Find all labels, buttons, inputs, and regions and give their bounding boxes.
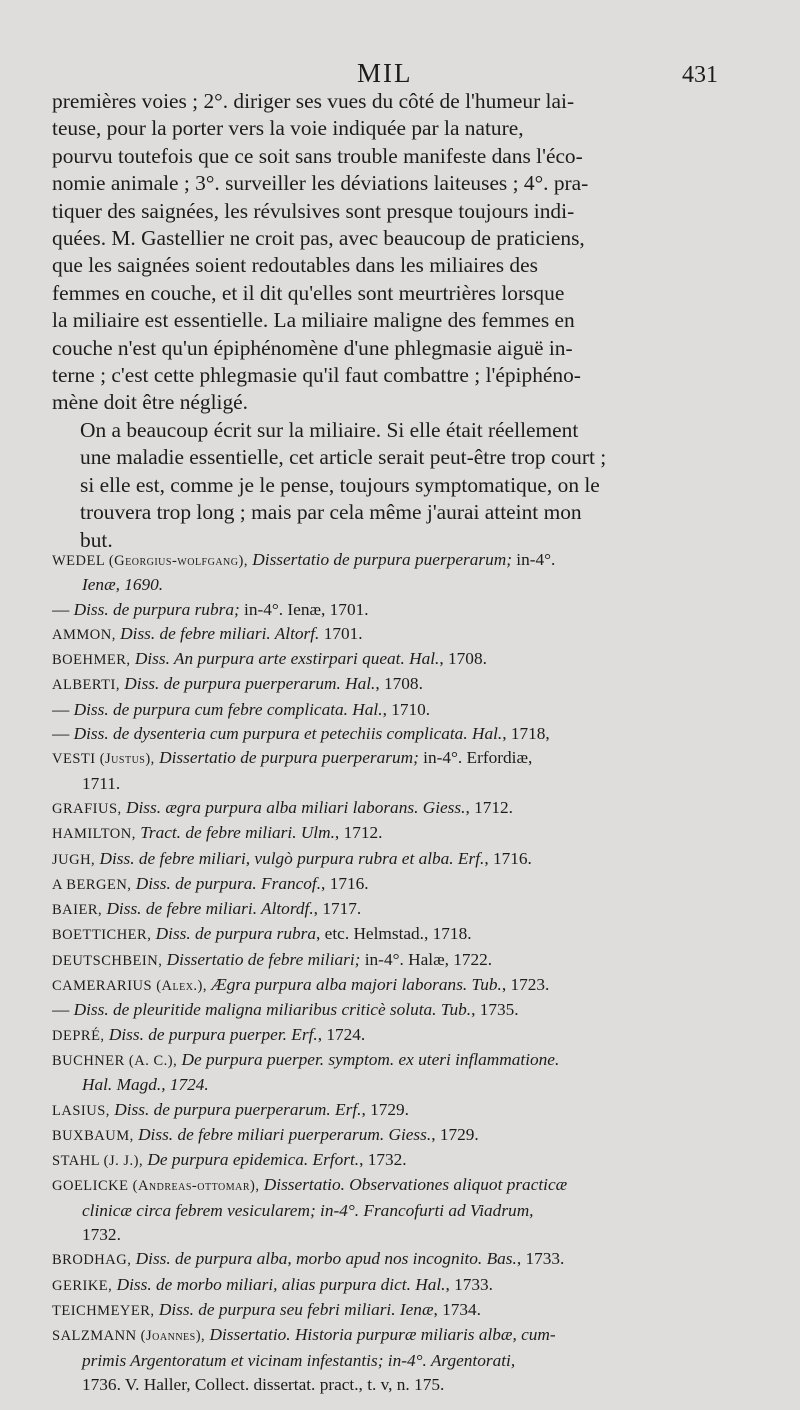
bib-author: BUCHNER (A. C.), [52,1052,178,1069]
bib-author: BUXBAUM, [52,1127,134,1144]
bib-title: Dissertatio de purpura puerperarum; [252,550,512,569]
text-line: trouvera trop long ; mais par cela même j'aurai atteint mon [80,500,582,525]
bib-title: Diss. de pleuritide maligna miliaribus criticè soluta. Tub. [73,1000,472,1020]
bib-entry [52,1273,732,1298]
text-line: une maladie essentielle, cet article serait peut-être trop court ; [80,445,607,470]
bib-title: Diss. de purpura seu febri miliari. Ienæ [158,1299,434,1319]
bib-title: Diss. de purpura puerper. Erf. [108,1024,318,1044]
text-line: but. [80,527,113,552]
bib-imprint: , 1732. [359,1150,407,1170]
bib-imprint: , 1712. [465,797,513,817]
bib-title: Diss. de febre miliari puerperarum. Giess. [138,1124,432,1144]
bib-title: Diss. de febre miliari. Altorf. [120,623,320,643]
bib-entry [52,1323,732,1348]
bib-author: GERIKE, [52,1277,113,1294]
bib-author: DEUTSCHBEIN, [52,952,163,969]
bib-imprint: , 1729. [361,1099,409,1119]
bib-title: Dissertatio de purpura puerperarum; [159,748,419,768]
bib-imprint: , 1716. [484,848,532,868]
bib-title: Diss. de dysenteria cum purpura et petechiis complicata. Hal. [73,724,503,744]
bib-author: — [52,699,70,719]
text-line: On a beaucoup écrit sur la miliaire. Si elle était réellement [80,417,579,442]
bib-author: — [52,599,70,619]
bib-author: A BERGEN, [52,876,132,893]
bib-imprint: in-4°. [511,550,556,569]
text-line: terne ; c'est cette phlegmasie qu'il faut combattre ; l'épiphéno- [52,363,581,388]
bib-author: CAMERARIUS (Alex.), [52,978,208,995]
bib-title: Diss. de purpura. Francof. [135,873,322,893]
bib-entry [52,548,732,573]
text-line: teuse, pour la porter vers la voie indiquée par la nature, [52,116,524,141]
bib-imprint: in-4°. Ienæ, 1701. [239,599,369,619]
bib-imprint: , 1734. [433,1299,481,1319]
main-text [52,88,728,554]
bib-imprint: , 1733. [516,1249,565,1269]
bib-entry [52,1247,732,1272]
bib-title: Dissertatio. Observationes aliquot practicæ [263,1175,568,1195]
text-line: la miliaire est essentielle. La miliaire maligne des femmes en [52,308,575,333]
bib-imprint: , 1710. [382,699,431,719]
bib-author: ALBERTI, [52,677,120,694]
bib-continuation: clinicæ circa febrem vesicularem; in-4°. Francofurti ad Viadrum, [82,1200,534,1220]
bib-title: Diss. de purpura puerperarum. Hal. [124,674,376,694]
bib-author: STAHL (J. J.), [52,1153,144,1170]
bib-author: BRODHAG, [52,1252,132,1269]
bib-entry [52,998,732,1022]
bib-entry [52,672,732,697]
bib-imprint: , 1723. [501,975,550,995]
bib-continuation: 1732. [82,1225,121,1245]
bib-entry [52,647,732,672]
bib-author: BAIER, [52,902,103,919]
bib-continuation: Ienæ, 1690. [82,575,164,595]
bib-continuation: 1736. V. Haller, Collect. dissertat. pract., t. v, n. 175. [82,1374,445,1394]
bib-title: Diss. de purpura rubra; [73,599,240,619]
bib-title: Dissertatio. Historia purpuræ miliaris albæ, cum- [209,1325,556,1345]
bib-author: SALZMANN (Joannes), [52,1328,206,1345]
bib-entry [52,1048,732,1073]
bib-title: Ægra purpura alba majori laborans. Tub. [211,975,502,995]
bib-entry [52,897,732,922]
bib-title: Diss. de purpura alba, morbo apud nos incognito. Bas. [135,1249,517,1269]
bib-entry [52,872,732,897]
running-title: MIL [357,58,413,88]
bibliography [52,548,732,1397]
bib-entry [52,722,732,746]
bib-imprint: , 1729. [431,1124,479,1144]
bib-entry [52,796,732,821]
bib-imprint: , 1716. [321,873,369,893]
bib-entry [52,948,732,973]
text-line: pourvu toutefois que ce soit sans trouble manifeste dans l'éco- [52,143,583,168]
text-line: si elle est, comme je le pense, toujours symptomatique, on le [80,472,600,497]
bib-title: Diss. de purpura rubra [155,924,317,944]
bib-title: Tract. de febre miliari. Ulm. [140,823,335,843]
bib-author: LASIUS, [52,1102,110,1119]
bib-entry [52,622,732,647]
bib-entry [52,847,732,872]
bib-title: De purpura epidemica. Erfort. [147,1150,360,1170]
text-line: tiquer des saignées, les révulsives sont presque toujours indi- [52,198,575,223]
bib-author: DEPRÉ, [52,1027,105,1044]
bib-entry [52,821,732,846]
paragraph-2 [52,417,728,554]
bib-title: Diss. ægra purpura alba miliari laborans. Giess. [126,797,466,817]
bib-imprint: in-4°. Halæ, 1722. [360,949,493,969]
bib-author: JUGH, [52,851,96,868]
bib-entry [52,1023,732,1048]
bib-imprint: 1701. [319,623,363,643]
bib-author: WEDEL (Georgius-wolfgang), [52,553,248,569]
bib-title: Diss. de febre miliari, vulgò purpura rubra et alba. Erf. [99,848,485,868]
bib-imprint: , 1708. [375,674,423,694]
bib-author: VESTI (Justus), [52,751,155,768]
bib-imprint: , 1724. [317,1024,366,1044]
bib-imprint: , 1733. [445,1274,493,1294]
bib-entry [52,598,732,622]
running-header [0,52,800,92]
text-line: couche n'est qu'un épiphénomène d'une phlegmasie aiguë in- [52,335,573,360]
bib-title: Dissertatio de febre miliari; [166,949,361,969]
text-line: femmes en couche, et il dit qu'elles sont meurtrières lorsque [52,280,565,305]
bib-imprint: , 1717. [313,899,362,919]
bib-author: HAMILTON, [52,826,136,843]
bib-imprint: , etc. Helmstad., 1718. [316,924,472,944]
bib-title: Diss. de purpura puerperarum. Erf. [114,1099,362,1119]
text-line: premières voies ; 2°. diriger ses vues du côté de l'humeur lai- [52,89,575,113]
bib-entry [52,1298,732,1323]
bib-entry [52,1098,732,1123]
bib-imprint: in-4°. Erfordiæ, [418,748,533,768]
bib-continuation: primis Argentoratum et vicinam infestantis; in-4°. Argentorati, [82,1350,516,1370]
bib-entry [52,922,732,947]
bib-continuation: 1711. [82,773,121,793]
bib-author: GRAFIUS, [52,800,122,817]
bib-entry [52,1173,732,1198]
bib-author: BOEHMER, [52,652,131,669]
bib-author: — [52,724,70,744]
text-line: quées. M. Gastellier ne croit pas, avec beaucoup de praticiens, [52,226,585,251]
bib-imprint: , 1718, [502,724,550,744]
bib-title: Diss. An purpura arte exstirpari queat. Hal. [134,649,440,669]
bib-entry [52,746,732,771]
bib-author: BOETTICHER, [52,927,152,944]
text-line: que les saignées soient redoutables dans les miliaires des [52,253,538,278]
bib-entry [52,1123,732,1148]
page-number: 431 [682,62,718,88]
bib-entry [52,973,732,998]
bib-imprint: , 1735. [471,1000,519,1020]
bib-title: De purpura puerper. symptom. ex uteri inflammatione. [181,1049,560,1069]
bib-imprint: , 1708. [439,649,487,669]
text-line: mène doit être négligé. [52,390,249,415]
text-line: nomie animale ; 3°. surveiller les déviations laiteuses ; 4°. pra- [52,171,589,196]
bib-title: Diss. de febre miliari. Altordf. [106,899,314,919]
bib-title: Diss. de purpura cum febre complicata. Hal. [73,699,383,719]
bib-continuation: Hal. Magd., 1724. [82,1075,209,1095]
bib-imprint: , 1712. [334,823,383,843]
bib-author: TEICHMEYER, [52,1302,155,1319]
bib-entry [52,1148,732,1173]
bib-author: AMMON, [52,626,116,643]
bib-title: Diss. de morbo miliari, alias purpura dict. Hal. [116,1274,446,1294]
bib-author: GOELICKE (Andreas-ottomar), [52,1178,260,1195]
paragraph-1 [52,88,728,417]
bib-author: — [52,1000,70,1020]
bib-entry [52,698,732,722]
